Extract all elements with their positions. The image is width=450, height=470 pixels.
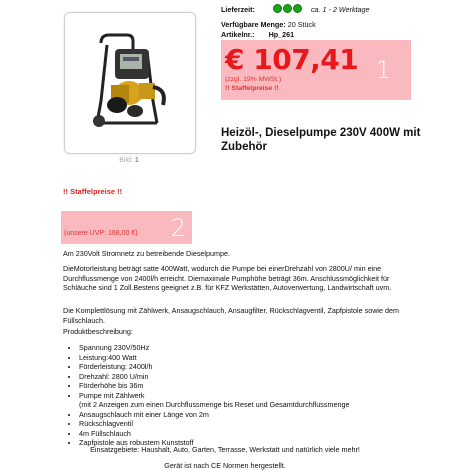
article-row [221, 30, 294, 39]
article-value: Hp_261 [268, 30, 295, 39]
article-label: Artikelnr.: [221, 30, 255, 39]
staffel-link[interactable]: !! Staffelpreise !! [63, 187, 123, 196]
feature-item: • Zapfpistole aus robustem Kunststoff [79, 438, 417, 448]
staffel-link-small[interactable]: !! Staffelpreise !! [225, 85, 279, 92]
features-list-container [67, 343, 417, 448]
image-caption [64, 157, 194, 164]
product-image [87, 31, 173, 131]
image-caption-number: 1 [134, 157, 139, 164]
delivery-value: ca. 1 - 2 Werktage [310, 5, 370, 14]
features-list [67, 343, 417, 448]
feature-item: • Drehzahl: 2800 U/min [79, 372, 417, 382]
price-marker: 1 [375, 56, 391, 84]
description-paragraph-2: Die Komplettlösung mit Zählwerk, Ansaugschlauch, Ansaugfilter, Rückschlagventil, Zapfpistole sowie dem Füllschlauch. [63, 306, 399, 325]
description-intro: Am 230Volt Stromnetz zu betreibende Dieselpumpe. [63, 249, 231, 258]
feature-item: • Rückschlagventil [79, 419, 417, 429]
price-value: € 107,41 [225, 43, 359, 76]
vat-note: (zzgl. 19% MWSt.) [225, 76, 282, 83]
price-box [221, 40, 411, 100]
uvp-marker: 2 [170, 214, 186, 242]
feature-item: • Förderleistung: 2400l/h [79, 362, 417, 372]
product-image-frame[interactable] [64, 12, 196, 154]
feature-item: • Pumpe mit Zählwerk [79, 391, 417, 401]
stock-row [221, 20, 316, 29]
description-paragraph-1: DieMotorleistung beträgt satte 400Watt, wodurch die Pumpe bei einerDrehzahl von 2800U/ min eine Durchflussmenge von 2400l/h erreicht. Diemaximale Pumphöhe beträgt 36m. Anschlussmöglichkeit für Schläuche sind 1 Zoll.Bestens geeignet z.B. für KFZ Werkstätten, Autoverwertung, Landwirtschaft uvm. [63, 264, 392, 292]
uvp-box [61, 211, 192, 244]
usage-text: Einsatzgebiete: Haushalt, Auto, Garten, Terrasse, Werkstatt und natürlich viele mehr! [90, 445, 360, 454]
stock-value: 20 Stück [287, 20, 316, 29]
image-caption-label: Bild: [119, 157, 133, 164]
feature-item: • Leistung:400 Watt [79, 353, 417, 363]
feature-item: • Ansaugschlauch mit einer Länge von 2m [79, 410, 417, 420]
delivery-label: Lieferzeit: [221, 5, 255, 14]
feature-item: • Förderhöhe bis 36m [79, 381, 417, 391]
product-title: Heizöl-, Dieselpumpe 230V 400W mit Zubehör [221, 127, 421, 153]
status-dot-icon [293, 4, 302, 13]
feature-item: • 4m Füllschlauch [79, 429, 417, 439]
features-title: Produktbeschreibung: [63, 327, 133, 336]
status-dot-icon [273, 4, 282, 13]
uvp-text: (unsere UVP: 168,00 €) [64, 230, 138, 237]
ce-text: Gerät ist nach CE Normen hergestellt. [164, 461, 286, 470]
traffic-light-icon [273, 5, 305, 14]
feature-item: • Spannung 230V/50Hz [79, 343, 417, 353]
delivery-row [221, 4, 370, 14]
feature-item: (mit 2 Anzeigen zum einen Durchflussmenge bis Reset und Gesamtdurchflussmenge [79, 400, 350, 409]
status-dot-icon [283, 4, 292, 13]
stock-label: Verfügbare Menge: [221, 20, 286, 29]
